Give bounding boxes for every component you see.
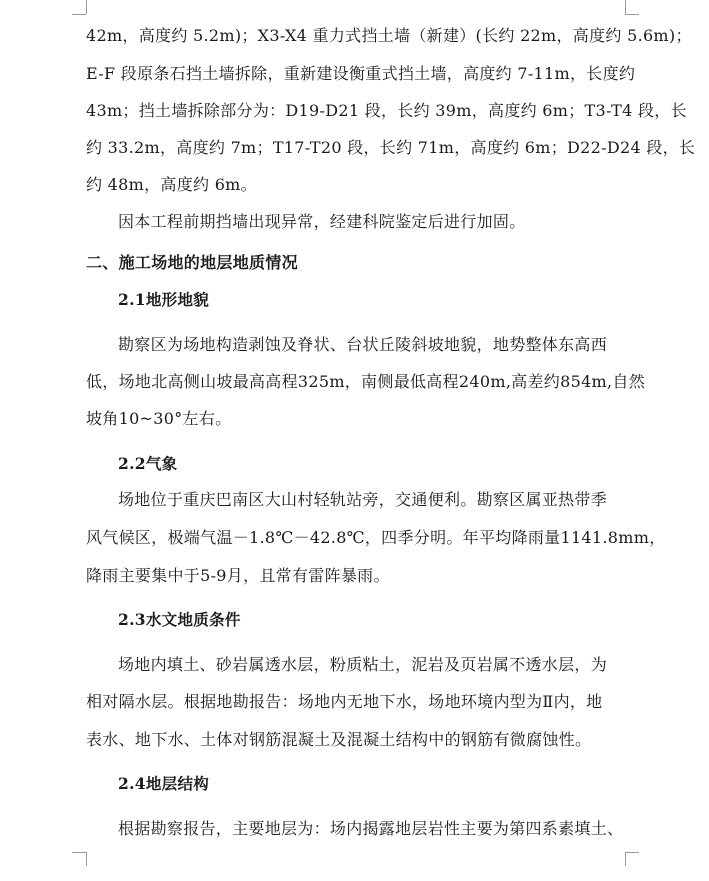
paragraph-reinforcement: 因本工程前期挡墙出现异常，经建科院鉴定后进行加固。 xyxy=(118,212,526,231)
text-line: 约 48m，高度约 6m。 xyxy=(86,175,257,194)
text-line: 风气候区，极端气温－1.8℃－42.8℃，四季分明。年平均降雨量1141.8mm， xyxy=(86,528,666,547)
text-line: 场地内填土、砂岩属透水层，粉质粘土，泥岩及页岩属不透水层，为 xyxy=(118,655,608,674)
section-heading: 二、施工场地的地层地质情况 xyxy=(86,253,298,272)
text-line: 场地位于重庆巴南区大山村轻轨站旁，交通便利。勘察区属亚热带季 xyxy=(118,490,608,509)
text-line: 根据勘察报告，主要地层为：场内揭露地层岩性主要为第四系素填土、 xyxy=(118,819,624,838)
text-line: 相对隔水层。根据地勘报告：场地内无地下水，场地环境内型为Ⅱ内，地 xyxy=(86,692,603,711)
text-line: 42m，高度约 5.2m)；X3-X4 重力式挡土墙（新建）(长约 22m，高度约 5.6m)； xyxy=(86,26,692,45)
subsection-heading: 2.2气象 xyxy=(118,454,178,473)
text-line: 降雨主要集中于5-9月，且常有雷阵暴雨。 xyxy=(86,566,390,585)
text-line: 坡角10~30°左右。 xyxy=(86,409,232,428)
subsection-heading: 2.4地层结构 xyxy=(118,774,210,793)
subsection-heading: 2.3水文地质条件 xyxy=(118,610,241,629)
text-line: 表水、地下水、土体对钢筋混凝土及混凝土结构中的钢筋有微腐蚀性。 xyxy=(86,730,592,749)
text-line: 低，场地北高侧山坡最高高程325m，南侧最低高程240m,高差约854m,自然 xyxy=(86,372,646,391)
text-line: 勘察区为场地构造剥蚀及脊状、台状丘陵斜坡地貌，地势整体东高西 xyxy=(118,335,608,354)
text-line: 约 33.2m，高度约 7m；T17-T20 段，长约 71m，高度约 6m；D22-D24 段，长 xyxy=(86,138,696,157)
text-line: E-F 段原条石挡土墙拆除，重新建设衡重式挡土墙，高度约 7-11m，长度约 xyxy=(86,64,636,83)
subsection-heading: 2.1地形地貌 xyxy=(118,290,210,309)
text-line: 43m；挡土墙拆除部分为：D19-D21 段，长约 39m，高度约 6m；T3-T4 段，长 xyxy=(86,101,687,120)
